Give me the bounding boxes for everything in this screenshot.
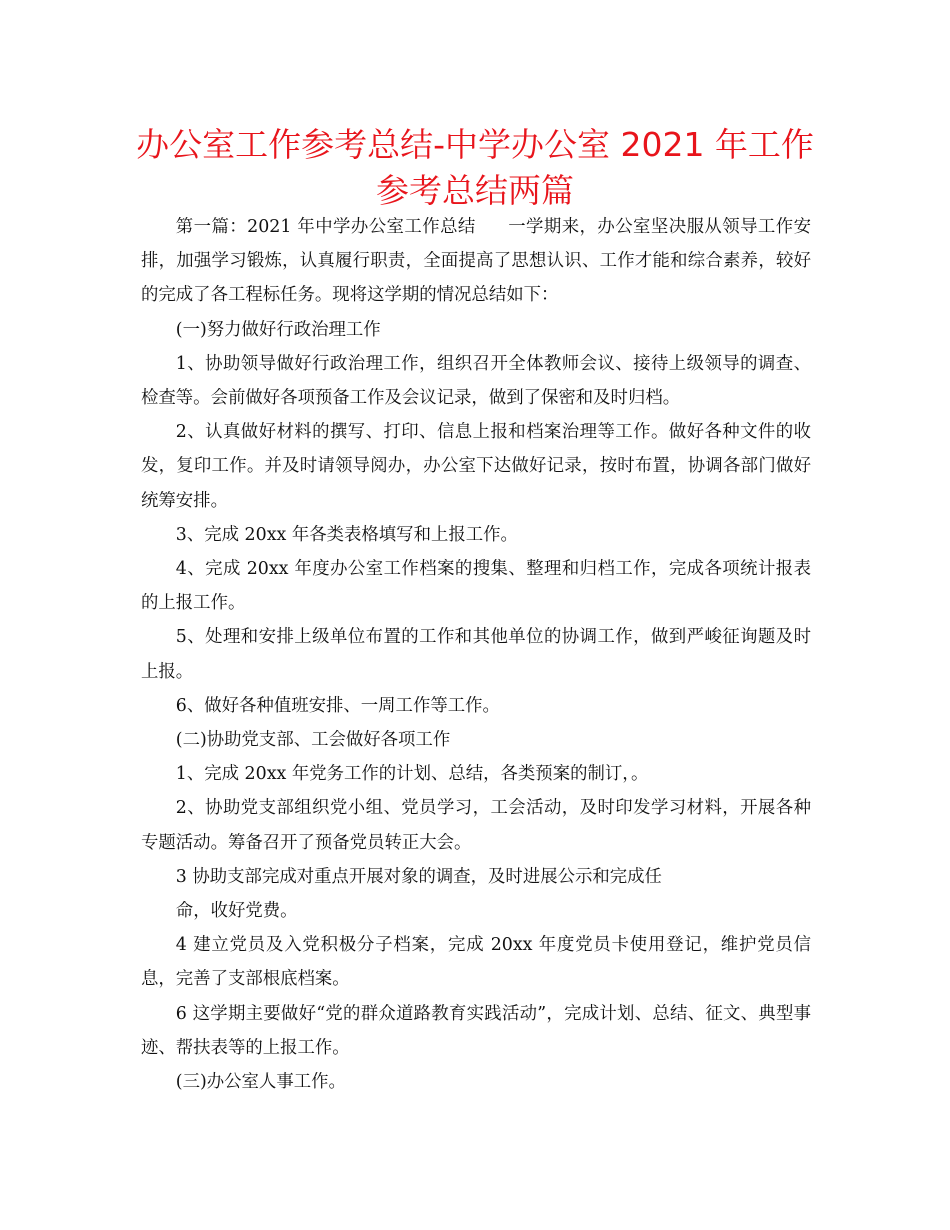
paragraph: 1、协助领导做好行政治理工作，组织召开全体教师会议、接待上级领导的调查、检查等。会前做好各项预备工作及会议记录，做到了保密和及时归档。 (141, 353, 811, 409)
paragraph: 5、处理和安排上级单位布置的工作和其他单位的协调工作，做到严峻征询题及时上报。 (141, 627, 811, 682)
paragraph: 1、完成 20xx 年党务工作的计划、总结，各类预案的制订，。 (175, 764, 649, 785)
paragraph: (一)努力做好行政治理工作 (175, 319, 381, 340)
document-body (141, 210, 811, 1099)
paragraph: 命，收好党费。 (175, 901, 298, 922)
paragraph: 4、完成 20xx 年度办公室工作档案的搜集、整理和归档工作，完成各项统计报表的上报工作。 (141, 559, 811, 614)
paragraph: 6 这学期主要做好“党的群众道路教育实践活动”，完成计划、总结、征文、典型事迹、帮扶表等的上报工作。 (141, 1003, 811, 1058)
paragraph: 6、做好各种值班安排、一周工作等工作。 (175, 695, 500, 716)
paragraph: 2、协助党支部组织党小组、党员学习，工会活动，及时印发学习材料，开展各种专题活动。筹备召开了预备党员转正大会。 (141, 798, 811, 853)
document-title: 办公室工作参考总结-中学办公室 2021 年工作参考总结两篇 (136, 125, 814, 210)
paragraph-text: 一学期来，办公室坚决服从领导工作安排，加强学习锻炼，认真履行职责，全面提高了思想认识、工作才能和综合素养，较好的完成了各工程标任务。现将这学期的情况总结如下： (141, 217, 811, 306)
paragraph: (三)办公室人事工作。 (175, 1072, 346, 1093)
paragraph (141, 210, 811, 313)
section-heading: 第一篇：2021 年中学办公室工作总结 (175, 217, 476, 237)
paragraph: 3、完成 20xx 年各类表格填写和上报工作。 (175, 524, 518, 545)
paragraph: (二)协助党支部、工会做好各项工作 (175, 730, 451, 751)
paragraph: 3 协助支部完成对重点开展对象的调查，及时进展公示和完成任 (175, 866, 662, 887)
paragraph: 4 建立党员及入党积极分子档案，完成 20xx 年度党员卡使用登记，维护党员信息，完善了支部根底档案。 (141, 935, 811, 990)
paragraph: 2、认真做好材料的撰写、打印、信息上报和档案治理等工作。做好各种文件的收发，复印工作。并及时请领导阅办，办公室下达做好记录，按时布置，协调各部门做好统筹安排。 (141, 422, 811, 511)
